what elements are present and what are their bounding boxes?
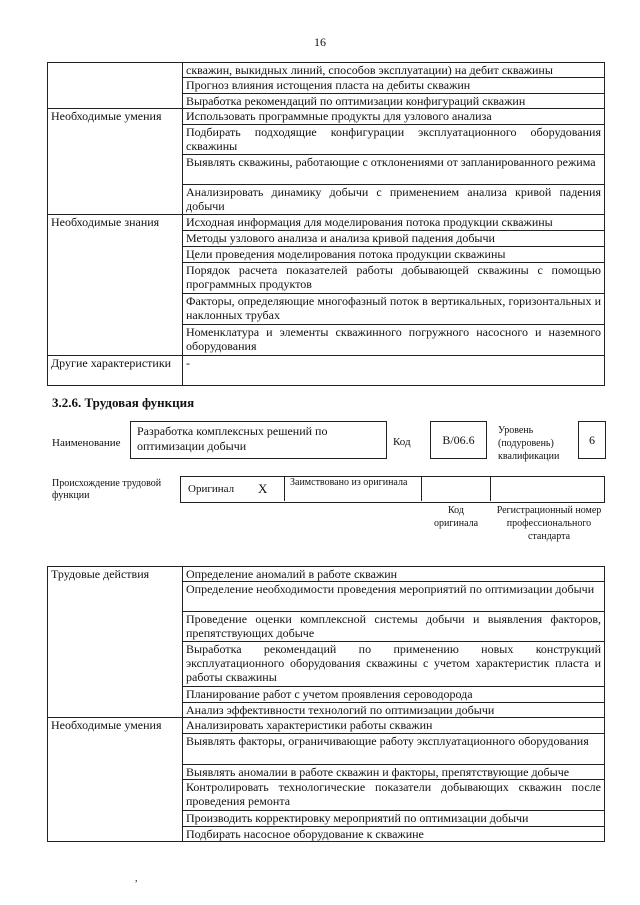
table-row: Прогноз влияния истощения пласта на дебиты скважин bbox=[183, 78, 605, 94]
table-row: Планирование работ с учетом проявления сероводорода bbox=[183, 687, 605, 703]
table-row: Производить корректировку мероприятий по оптимизации добычи bbox=[183, 811, 605, 827]
knowledge-label: Необходимые знания bbox=[48, 215, 183, 356]
original-label: Оригинал bbox=[188, 483, 235, 495]
original-mark: X bbox=[258, 481, 268, 496]
table-row: Цели проведения моделирования потока продукции скважины bbox=[183, 247, 605, 263]
actions-label: Трудовые действия bbox=[48, 567, 183, 718]
borrowed-label: Заимствовано из оригинала bbox=[290, 477, 408, 488]
origin-label: Происхождение трудовой функции bbox=[52, 478, 162, 501]
original-cell bbox=[180, 476, 285, 501]
table-row: Исходная информация для моделирования потока продукции скважины bbox=[183, 215, 605, 231]
table-row: Проведение оценки комплексной системы добычи и выявления факторов, препятствующих добыче bbox=[183, 612, 605, 642]
code-value: B/06.6 bbox=[442, 433, 475, 447]
table-row: Анализировать динамику добычи с применением анализа кривой падения добычи bbox=[183, 185, 605, 215]
knowledge-skills-table bbox=[47, 62, 605, 386]
table-row: Выработка рекомендаций по применению новых конструкций эксплуатационного оборудования скважины с учетом характеристик пласта и работы скважины bbox=[183, 642, 605, 687]
other-characteristics-value: - bbox=[183, 356, 605, 386]
page-number: 16 bbox=[314, 35, 326, 49]
code-label: Код bbox=[393, 436, 411, 448]
table-row: Анализ эффективности технологий по оптимизации добычи bbox=[183, 703, 605, 718]
name-box bbox=[130, 421, 387, 459]
reg-number-caption: Регистрационный номер профессионального стандарта bbox=[496, 505, 602, 542]
level-value: 6 bbox=[589, 433, 595, 447]
function-name: Разработка комплексных решений по оптимизации добычи bbox=[137, 424, 328, 453]
footer-mark: , bbox=[135, 873, 138, 884]
table-row: Номенклатура и элементы скважинного погружного насосного и наземного оборудования bbox=[183, 325, 605, 356]
table-row: Определение необходимости проведения мероприятий по оптимизации добычи bbox=[183, 582, 605, 612]
table-row: Подбирать насосное оборудование к скважине bbox=[183, 827, 605, 842]
section-heading: 3.2.6. Трудовая функция bbox=[52, 395, 195, 410]
table-row: Порядок расчета показателей работы добывающей скважины с помощью программных продуктов bbox=[183, 263, 605, 294]
skills-label: Необходимые умения bbox=[48, 109, 183, 215]
table-row: Методы узлового анализа и анализа кривой падения добычи bbox=[183, 231, 605, 247]
name-label: Наименование bbox=[52, 437, 121, 449]
table-row: Факторы, определяющие многофазный поток в вертикальных, горизонтальных и наклонных трубах bbox=[183, 294, 605, 325]
table-row: Анализировать характеристики работы скважин bbox=[183, 718, 605, 734]
table-row: Определение аномалий в работе скважин bbox=[183, 567, 605, 582]
table-row: Использовать программные продукты для узлового анализа bbox=[183, 109, 605, 125]
table-row: Выявлять факторы, ограничивающие работу эксплуатационного оборудования bbox=[183, 734, 605, 765]
level-box bbox=[578, 421, 606, 459]
continuation-label-cell bbox=[48, 63, 183, 109]
divider bbox=[490, 476, 491, 501]
other-characteristics-label: Другие характеристики bbox=[48, 356, 183, 386]
table-row: Выработка рекомендаций по оптимизации конфигураций скважин bbox=[183, 94, 605, 109]
table-row: Выявлять скважины, работающие с отклонениями от запланированного режима bbox=[183, 155, 605, 185]
divider bbox=[421, 476, 422, 501]
table-row: Выявлять аномалии в работе скважин и факторы, препятствующие добыче bbox=[183, 765, 605, 780]
code-original-caption: Код оригинала bbox=[433, 505, 479, 529]
skills-label: Необходимые умения bbox=[48, 718, 183, 842]
labor-function-table bbox=[47, 566, 605, 842]
level-label: Уровень (подуровень) квалификации bbox=[498, 425, 560, 462]
table-row: Контролировать технологические показатели добывающих скважин после проведения ремонта bbox=[183, 780, 605, 811]
code-box bbox=[430, 421, 487, 459]
table-row: Подбирать подходящие конфигурации эксплуатационного оборудования скважины bbox=[183, 125, 605, 155]
table-row: скважин, выкидных линий, способов эксплуатации) на дебит скважины bbox=[183, 63, 605, 78]
